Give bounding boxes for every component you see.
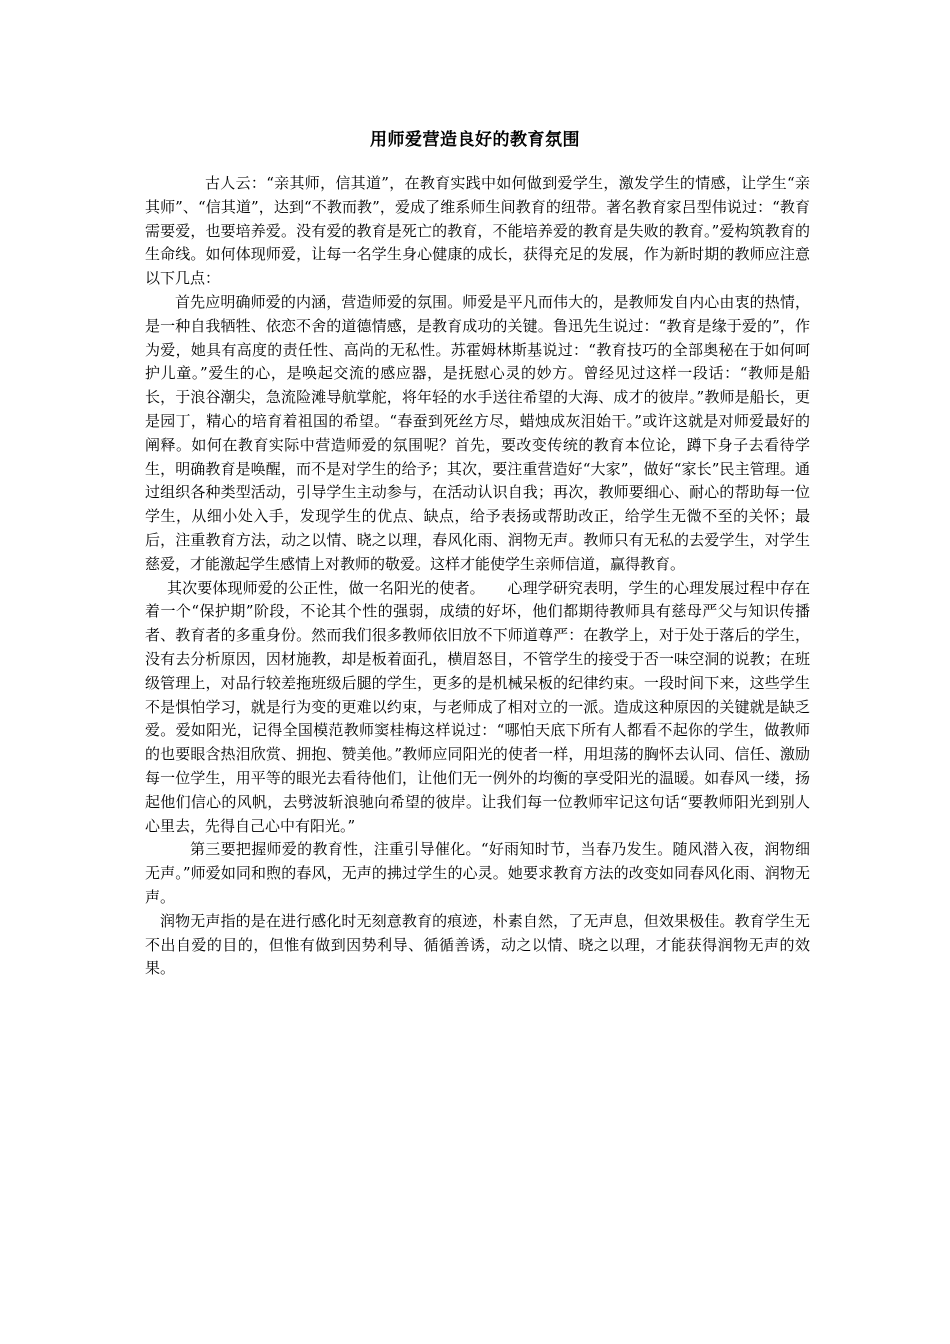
paragraph-intro: 古人云：“亲其师，信其道”，在教育实践中如何做到爱学生，激发学生的情感，让学生“亲其师”、“信其道”，达到“不教而教”，爱成了维系师生间教育的纽带。著名教育家吕型伟说过：“教育需要爱，也要培养爱。没有爱的教育是死亡的教育，不能培养爱的教育是失败的教育。”爱构筑教育的生命线。如何体现师爱，让每一名学生身心健康的成长，获得充足的发展，作为新时期的教师应注意以下几点： xyxy=(145,174,810,288)
document-body xyxy=(145,172,810,981)
document-title: 用师爱营造良好的教育氛围 xyxy=(370,130,580,150)
paragraph-first-point: 首先应明确师爱的内涵，营造师爱的氛围。师爱是平凡而伟大的，是教师发自内心由衷的热情，是一种自我牺牲、依恋不舍的道德情感，是教育成功的关键。鲁迅先生说过：“教育是缘于爱的”，作为爱，她具有高度的责任性、高尚的无私性。苏霍姆林斯基说过：“教育技巧的全部奥秘在于如何呵护儿童。”爱生的心，是唤起交流的感应器，是抚慰心灵的妙方。曾经见过这样一段话：“教师是船长，于浪谷潮尖，急流险滩导航掌舵，将年轻的水手送往希望的大海、成才的彼岸。”教师是船长，更是园丁，精心的培育着祖国的希望。“春蚕到死丝方尽，蜡烛成灰泪始干。”或许这就是对师爱最好的阐释。如何在教育实际中营造师爱的氛围呢？首先，要改变传统的教育本位论，蹲下身子去看待学生，明确教育是唤醒，而不是对学生的给予；其次，要注重营造好“大家”，做好“家长”民主管理。通过组织各种类型活动，引导学生主动参与，在活动认识自我；再次，教师要细心、耐心的帮助每一位学生，从细小处入手，发现学生的优点、缺点，给予表扬或帮助改正，给学生无微不至的关怀；最后，注重教育方法，动之以情、晓之以理，春风化雨、润物无声。教师只有无私的去爱学生，对学生慈爱，才能激起学生感情上对教师的敬爱。这样才能使学生亲师信道，赢得教育。 xyxy=(145,292,810,573)
paragraph-conclusion: 润物无声指的是在进行感化时无刻意教育的痕迹，朴素自然，了无声息，但效果极佳。教育学生无不出自爱的目的，但惟有做到因势利导、循循善诱，动之以情、晓之以理，才能获得润物无声的效果。 xyxy=(145,911,810,978)
paragraph-second-point: 其次要体现师爱的公正性，做一名阳光的使者。 心理学研究表明，学生的心理发展过程中存在着一个“保护期”阶段，不论其个性的强弱，成绩的好坏，他们都期待教师具有慈母严父与知识传播者、教育者的多重身份。然而我们很多教师依旧放不下师道尊严：在教学上，对于处于落后的学生，没有去分析原因，因材施教，却是板着面孔，横眉怒目，不管学生的接受于否一味空洞的说教；在班级管理上，对品行较差拖班级后腿的学生，更多的是机械呆板的纪律约束。一段时间下来，这些学生不是惧怕学习，就是行为变的更难以约束，与老师成了相对立的一派。造成这种原因的关键就是缺乏爱。爱如阳光，记得全国模范教师窦桂梅这样说过：“哪怕天底下所有人都看不起你的学生，做教师的也要眼含热泪欣赏、拥抱、赞美他。”教师应同阳光的使者一样，用坦荡的胸怀去认同、信任、激励每一位学生，用平等的眼光去看待他们，让他们无一例外的均衡的享受阳光的温暖。如春风一缕，扬起他们信心的风帆，去劈波斩浪驰向希望的彼岸。让我们每一位教师牢记这句话“要教师阳光到别人心里去，先得自己心中有阳光。” xyxy=(145,578,810,835)
paragraph-third-point: 第三要把握师爱的教育性，注重引导催化。“好雨知时节，当春乃发生。随风潜入夜，润物细无声。”师爱如同和煦的春风，无声的拂过学生的心灵。她要求教育方法的改变如同春风化雨、润物无声。 xyxy=(145,840,810,906)
